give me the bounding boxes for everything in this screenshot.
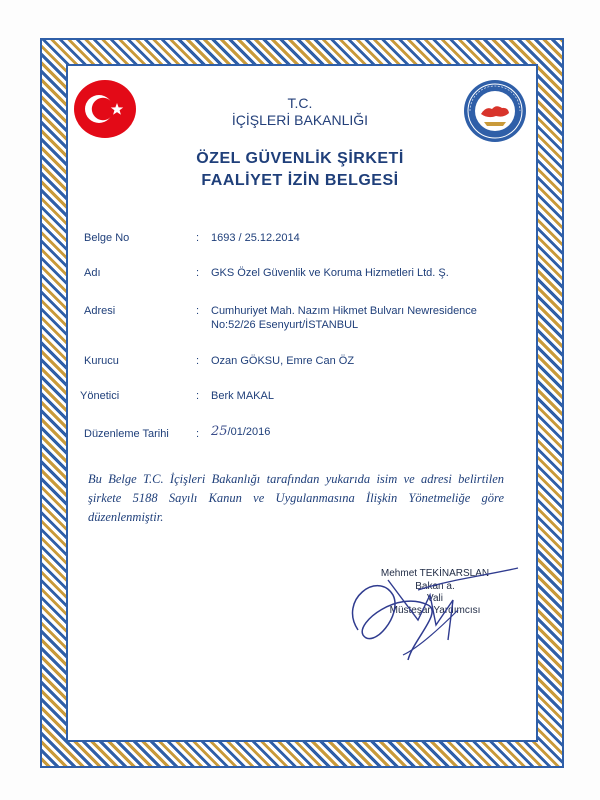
field-label-yonetici: Yönetici (80, 390, 120, 402)
field-value-adresi-line1: Cumhuriyet Mah. Nazım Hikmet Bulvarı Newresidence (211, 305, 477, 317)
field-label-adresi: Adresi (84, 305, 116, 317)
field-colon: : (196, 428, 200, 440)
field-label-belge-no: Belge No (84, 232, 130, 244)
field-value-duzenleme-tarihi (211, 424, 270, 439)
field-value-yonetici: Berk MAKAL (211, 390, 274, 402)
field-label-adi: Adı (84, 267, 101, 279)
field-value-belge-no: 1693 / 25.12.2014 (211, 232, 300, 244)
date-month-year: /01/2016 (227, 426, 271, 438)
ministry-seal-icon (462, 78, 528, 144)
handwritten-day: 25 (211, 424, 228, 439)
certificate-title-line1: ÖZEL GÜVENLİK ŞİRKETİ (196, 150, 404, 167)
field-value-adresi-line2: No:52/26 Esenyurt/İSTANBUL (211, 319, 359, 331)
field-value-adi: GKS Özel Güvenlik ve Koruma Hizmetleri Ltd. Ş. (211, 267, 449, 279)
signatory-title-2: Vali (427, 593, 443, 604)
field-colon: : (196, 267, 200, 279)
field-label-duzenleme-tarihi: Düzenleme Tarihi (84, 428, 169, 440)
country-heading: T.C. (287, 95, 313, 111)
certificate-statement: Bu Belge T.C. İçişleri Bakanlığı tarafından yukarıda isim ve adresi belirtilen şirkete 5188 Sayılı Kanun ve Uygulanmasına İlişkin Yönetmeliğe göre düzenlenmiştir. (88, 472, 504, 524)
field-colon: : (196, 232, 200, 244)
field-colon: : (196, 305, 200, 317)
signatory-title-3: Müsteşar Yardımcısı (389, 605, 481, 616)
field-colon: : (196, 355, 200, 367)
certificate-title-line2: FAALİYET İZİN BELGESİ (201, 172, 399, 189)
field-value-kurucu: Ozan GÖKSU, Emre Can ÖZ (211, 355, 355, 367)
handwritten-signature-icon (318, 560, 528, 670)
signatory-name: Mehmet TEKİNARSLAN (380, 568, 490, 579)
field-colon: : (196, 390, 200, 402)
ministry-heading: İÇİŞLERİ BAKANLIĞI (231, 112, 369, 128)
signatory-title-1: Bakan a. (415, 581, 455, 592)
field-label-kurucu: Kurucu (84, 355, 119, 367)
